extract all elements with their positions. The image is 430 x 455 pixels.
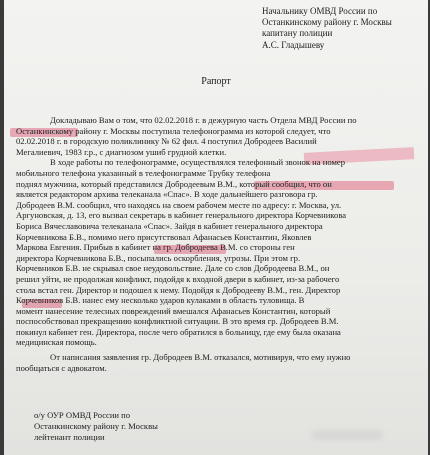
body-line: является редактором архива телеканала «Спас». В ходе дальнейшего разговора гр.: [16, 189, 318, 200]
body-line: Мегалиевич, 1983 г.р., с диагнозом ушиб грудной клетки.: [16, 146, 227, 157]
body-line: покинул кабинет ген. Директора, после чего обратился в больницу, где ему была оказана: [16, 326, 341, 337]
body-line: Корчевникова Б.В., помимо него присутствовал Афанасьев Константин, Яковлев: [16, 231, 312, 242]
body-line: директора Корчевникова Б.В., посыпались оскорбления, угрозы. При этом гр.: [16, 252, 301, 263]
body-line: пообщаться с адвокатом.: [16, 362, 107, 373]
body-line: поднял мужчина, который представился Добродеевым В.М., который сообщил, что он: [16, 178, 332, 189]
body-line: поспособствовал прекращению конфликтной ситуации. В это время гр. Добродеев В.М.: [16, 316, 339, 327]
body-line: решил уйти, не продолжая конфликт, подойдя к входной двери в кабинет, из-за рабочего: [16, 273, 340, 284]
body-line: Бориса Вячеславовича телеканала «Спас». Зайдя в кабинет генерального директора: [16, 220, 323, 231]
body-line: Корчевников Б.В. нанес ему несколько ударов кулаками в область туловища. В: [16, 295, 305, 306]
report-body: [16, 115, 420, 373]
body-line: момент нанесение телесных повреждений вмешался Афанасьев Константин, который: [16, 305, 331, 316]
body-line: Аргуновская, д. 13, его вызвал секретарь в кабинет генерального директора Корчевникова: [16, 210, 347, 221]
body-line: В ходе работы по телефонограмме, осуществлялся телефонный звонок на номер: [50, 157, 346, 168]
addressee-line: Начальнику ОМВД России по: [262, 6, 378, 16]
report-page: [4, 0, 428, 455]
addressee-block: [262, 6, 426, 51]
body-line: медицинская помощь.: [16, 337, 97, 348]
addressee-line: Останкинскому району г. Москвы: [262, 17, 392, 28]
body-line: Добродеев В.М. сообщил, что находясь на своем рабочем месте по адресу: г. Москва, ул.: [16, 199, 342, 210]
body-line: Маркова Евгения. Прибыв в кабинет на гр. Добродеева В.М. со стороны ген: [16, 242, 295, 253]
signature-line: лейтенант полиции: [34, 432, 105, 442]
document-title: Рапорт: [201, 76, 231, 87]
body-line: Останкинскому району г. Москвы поступила телефонограмма из которой следует, что: [16, 125, 331, 136]
addressee-line: капитану полиции: [262, 28, 333, 39]
redacted-name: [312, 430, 382, 440]
signature-line: Останкинскому району г. Москвы: [34, 421, 158, 431]
signature-block: [34, 410, 158, 443]
signature-line: о/у ОУР ОМВД России по: [34, 410, 131, 420]
body-line: Докладываю Вам о том, что 02.02.2018 г. в дежурную часть Отдела МВД России по: [50, 115, 357, 125]
body-line: От написания заявления гр. Добродеев В.М. отказался, мотивируя, что ему нужно: [50, 352, 351, 363]
body-line: Корчевников Б.В. не скрывал свое неудовольствие. Дале со слов Добродеева В.М., он: [16, 263, 330, 274]
body-line: 02.02.2018 г. в городскую поликлинику № 62 фил. 4 поступил Добродеев Василий: [16, 136, 317, 147]
addressee-line: А.С. Гладышеву: [262, 39, 325, 50]
body-line: мобильного телефона указанный в телефонограмме Трубку телефона: [16, 167, 271, 178]
body-line: стола встал ген. Директор и подошел к нему. Подойдя к Добродееву В.М., ген. Директор: [16, 284, 341, 295]
